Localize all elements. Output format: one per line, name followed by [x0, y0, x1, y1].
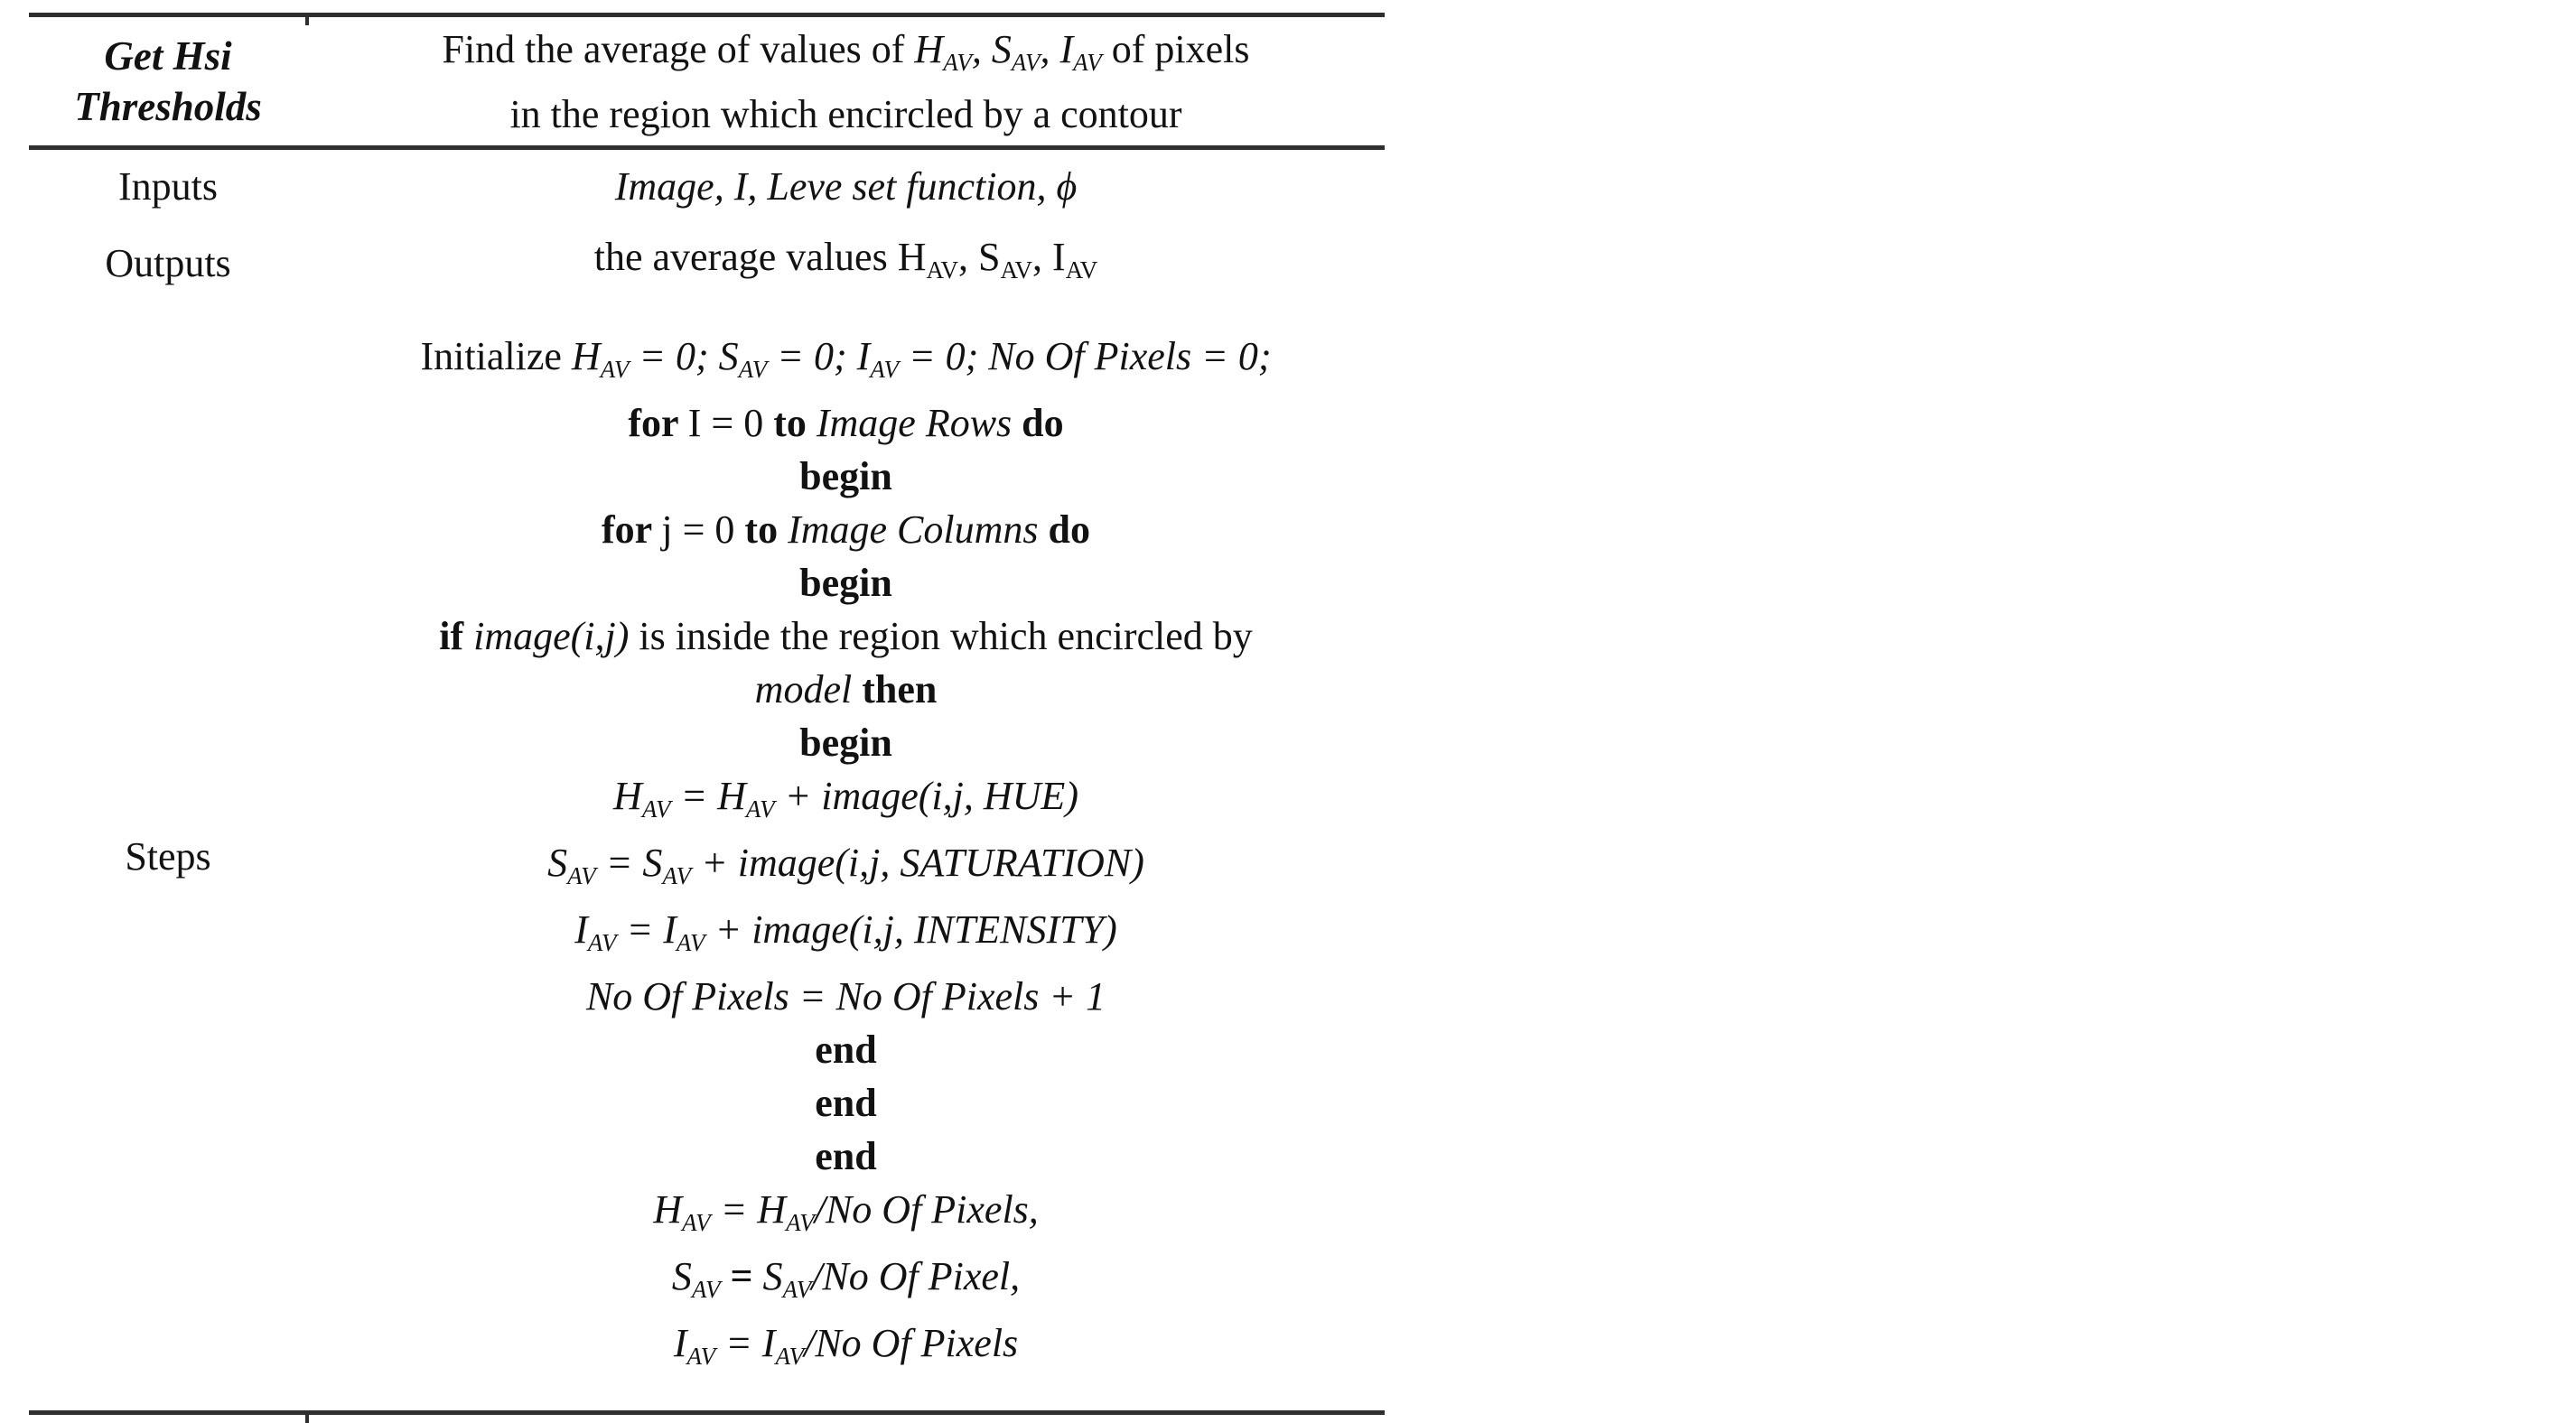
step-line: [307, 1076, 1385, 1130]
text-segment: = 0;: [898, 334, 989, 378]
text-segment: of pixels: [1101, 26, 1250, 71]
step-line: [307, 769, 1385, 836]
row-label-inputs: Inputs: [118, 164, 218, 209]
description-line-2: [307, 88, 1385, 140]
header-divider-rule: [29, 145, 1385, 150]
text-segment: H: [571, 334, 601, 378]
step-line: [307, 836, 1385, 903]
text-segment: = 0;: [767, 334, 857, 378]
text-segment: j = 0: [661, 507, 745, 552]
step-line: [307, 1250, 1385, 1316]
text-segment: H: [914, 26, 944, 71]
text-segment: for: [628, 401, 688, 445]
text-segment: = H: [670, 774, 746, 818]
text-segment: = H: [710, 1187, 787, 1232]
table-top-rule: [29, 13, 1385, 17]
inputs-value: [307, 163, 1385, 210]
text-segment: AV: [641, 795, 671, 823]
step-line: [307, 330, 1385, 396]
text-segment: begin: [799, 454, 892, 498]
text-segment: for: [601, 507, 662, 552]
outputs-row: [29, 234, 1385, 293]
step-line: [307, 716, 1385, 769]
step-line: [307, 609, 1385, 663]
text-segment: I = 0: [687, 401, 774, 445]
text-segment: to: [773, 401, 817, 445]
text-segment: the average values H: [593, 235, 927, 279]
description-line-1: [307, 23, 1385, 88]
text-segment: No Of Pixels = 0;: [988, 334, 1272, 378]
column-divider-tick-bottom: [305, 1415, 309, 1423]
text-segment: I: [856, 334, 871, 378]
step-line: [307, 503, 1385, 556]
text-segment: AV: [662, 862, 692, 889]
text-segment: Image, I, Leve set function,: [614, 164, 1057, 209]
text-segment: begin: [799, 721, 892, 765]
text-segment: Image Columns: [788, 507, 1049, 552]
algorithm-name: [29, 31, 307, 132]
text-segment: AV: [738, 356, 768, 383]
text-segment: H: [653, 1187, 682, 1232]
text-segment: = I: [715, 1321, 776, 1365]
algorithm-description: [307, 23, 1385, 140]
text-segment: , S: [958, 235, 1001, 279]
text-segment: S: [762, 1254, 783, 1298]
text-segment: AV: [1073, 48, 1102, 76]
step-line: [307, 556, 1385, 609]
text-segment: AV: [600, 356, 630, 383]
text-segment: AV: [676, 929, 705, 956]
text-segment: do: [1022, 401, 1064, 445]
text-segment: begin: [799, 561, 892, 605]
text-segment: Initialize: [420, 334, 572, 378]
text-segment: ,: [971, 26, 992, 71]
step-line: [307, 450, 1385, 503]
step-line: [307, 1183, 1385, 1250]
text-segment: AV: [775, 1343, 805, 1370]
step-line: [307, 1316, 1385, 1383]
text-segment: = 0;: [629, 334, 719, 378]
step-line: [307, 903, 1385, 970]
text-segment: model: [754, 667, 863, 712]
step-line: [307, 1130, 1385, 1183]
step-line: [307, 396, 1385, 450]
text-segment: AV: [587, 929, 617, 956]
text-segment: in the region which encircled by a contour: [509, 91, 1182, 136]
text-segment: end: [815, 1028, 877, 1072]
inputs-row: [29, 163, 1385, 210]
text-segment: AV: [681, 1209, 711, 1236]
text-segment: AV: [1011, 48, 1041, 76]
text-segment: + image(i,j, INTENSITY): [705, 907, 1117, 952]
text-segment: + image(i,j, HUE): [774, 774, 1078, 818]
text-segment: AV: [782, 1276, 812, 1303]
text-segment: AV: [691, 1276, 721, 1303]
step-line: [307, 663, 1385, 716]
text-segment: I: [574, 907, 588, 952]
algorithm-name-line-1: Get Hsi: [104, 33, 232, 79]
step-line: [307, 1023, 1385, 1076]
text-segment: No Of Pixels = No Of Pixels + 1: [585, 974, 1106, 1018]
text-segment: AV: [1000, 256, 1033, 284]
text-segment: AV: [567, 862, 596, 889]
text-segment: end: [815, 1081, 877, 1125]
text-segment: AV: [943, 48, 972, 76]
text-segment: to: [744, 507, 789, 552]
steps-pseudocode: [307, 330, 1385, 1383]
text-segment: AV: [686, 1343, 716, 1370]
text-segment: do: [1048, 507, 1090, 552]
text-segment: Find the average of values of: [442, 26, 915, 71]
text-segment: S: [991, 26, 1012, 71]
text-segment: AV: [926, 256, 959, 284]
steps-row: [29, 330, 1385, 1383]
text-segment: AV: [870, 356, 899, 383]
algorithm-table: [29, 13, 1385, 1415]
text-segment: AV: [1065, 256, 1098, 284]
text-segment: =: [720, 1254, 763, 1298]
text-segment: ,: [1040, 26, 1060, 71]
text-segment: if: [439, 614, 474, 658]
column-divider-tick: [305, 17, 309, 25]
text-segment: H: [613, 774, 642, 818]
text-segment: = I: [616, 907, 677, 952]
text-segment: , I: [1032, 235, 1066, 279]
header-row: [29, 17, 1385, 145]
step-line: [307, 970, 1385, 1023]
text-segment: end: [815, 1134, 877, 1178]
outputs-value: [307, 234, 1385, 293]
text-segment: + image(i,j, SATURATION): [691, 841, 1144, 885]
row-label-steps: Steps: [125, 833, 211, 879]
text-segment: S: [671, 1254, 692, 1298]
text-segment: AV: [786, 1209, 815, 1236]
text-segment: I: [1059, 26, 1074, 71]
text-segment: AV: [745, 795, 775, 823]
text-segment: S: [547, 841, 568, 885]
text-segment: then: [862, 667, 938, 712]
text-segment: is inside the region which encircled by: [629, 614, 1253, 658]
row-label-outputs: Outputs: [105, 241, 231, 285]
text-segment: Image Rows: [816, 401, 1022, 445]
text-segment: S: [718, 334, 739, 378]
text-segment: /No Of Pixels,: [814, 1187, 1039, 1232]
table-bottom-rule: [29, 1410, 1385, 1415]
text-segment: image(i,j): [473, 614, 630, 658]
text-segment: I: [673, 1321, 687, 1365]
algorithm-name-line-2: Thresholds: [74, 84, 262, 129]
text-segment: ϕ: [1056, 164, 1078, 209]
text-segment: = S: [595, 841, 663, 885]
text-segment: /No Of Pixel,: [811, 1254, 1021, 1298]
text-segment: /No Of Pixels: [804, 1321, 1019, 1365]
